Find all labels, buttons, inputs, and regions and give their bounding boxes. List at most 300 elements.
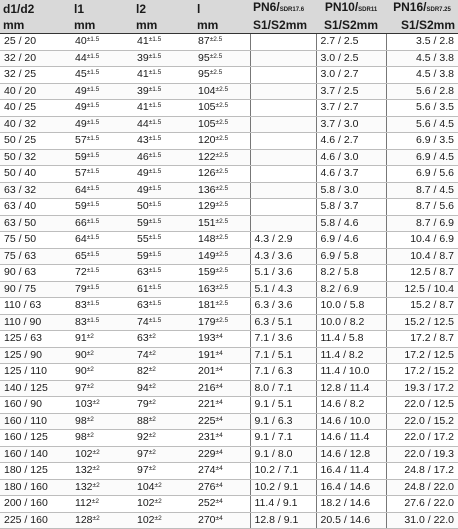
cell-l2 bbox=[133, 397, 194, 414]
cell-pn10-value: 16.4 / 14.6 bbox=[320, 480, 371, 493]
cell-l bbox=[194, 67, 250, 84]
cell-pn16-value: 8.7 / 5.6 bbox=[416, 200, 454, 212]
cell-l1 bbox=[71, 149, 133, 166]
cell-d1-d2 bbox=[0, 314, 71, 331]
cell-l2-tolerance: ±1.5 bbox=[148, 151, 162, 159]
cell-d1-d2-value: 180 / 125 bbox=[4, 464, 48, 476]
cell-pn6 bbox=[250, 512, 316, 529]
cell-d1-d2-value: 63 / 50 bbox=[4, 216, 37, 229]
cell-pn16 bbox=[386, 116, 458, 133]
cell-l1-value: 64 bbox=[75, 183, 87, 196]
cell-l2-value: 63 bbox=[137, 266, 149, 278]
table-row bbox=[0, 199, 458, 216]
cell-l-tolerance: ±4 bbox=[215, 366, 223, 373]
cell-pn16-value: 12.5 / 10.4 bbox=[404, 282, 454, 295]
cell-l2-value: 74 bbox=[137, 348, 149, 361]
cell-d1-d2-value: 160 / 140 bbox=[4, 447, 48, 460]
cell-l2-tolerance: ±2 bbox=[154, 481, 162, 489]
cell-l-value: 105 bbox=[198, 117, 216, 130]
cell-l-value: 191 bbox=[198, 348, 216, 361]
cell-l-value: 270 bbox=[198, 513, 216, 526]
cell-pn10 bbox=[316, 364, 386, 381]
cell-d1-d2 bbox=[0, 413, 71, 430]
cell-l1-tolerance: ±1.5 bbox=[86, 234, 100, 241]
cell-l2 bbox=[133, 281, 194, 298]
header-pn10 bbox=[316, 0, 386, 18]
cell-l1-value: 103 bbox=[75, 398, 93, 410]
cell-pn6-value: 7.1 / 6.3 bbox=[254, 365, 293, 377]
cell-l1 bbox=[71, 298, 133, 315]
cell-d1-d2-value: 40 / 20 bbox=[4, 84, 37, 97]
cell-l-tolerance: ±2.5 bbox=[215, 283, 229, 291]
table-row bbox=[0, 413, 458, 430]
cell-l-value: 276 bbox=[198, 480, 216, 493]
cell-l2 bbox=[133, 331, 194, 348]
table-row bbox=[0, 397, 458, 414]
cell-pn10 bbox=[316, 430, 386, 447]
cell-l-tolerance: ±4 bbox=[215, 349, 223, 357]
unit-d: mm bbox=[0, 18, 71, 34]
cell-l2-value: 104 bbox=[137, 480, 155, 493]
cell-l2 bbox=[133, 265, 194, 282]
table-row bbox=[0, 314, 458, 331]
cell-l bbox=[194, 182, 250, 199]
cell-pn10 bbox=[316, 331, 386, 348]
cell-l2-tolerance: ±2 bbox=[154, 514, 162, 522]
cell-pn6 bbox=[250, 166, 316, 183]
cell-l1-value: 49 bbox=[75, 117, 87, 130]
cell-l2 bbox=[133, 232, 194, 249]
table-row bbox=[0, 248, 458, 265]
cell-l-value: 181 bbox=[198, 299, 216, 311]
cell-d1-d2 bbox=[0, 83, 71, 100]
cell-pn16 bbox=[386, 166, 458, 183]
unit-l: mm bbox=[194, 18, 250, 34]
cell-l-value: 87 bbox=[198, 35, 210, 47]
cell-pn10-value: 8.2 / 5.8 bbox=[320, 266, 359, 278]
cell-l1 bbox=[71, 83, 133, 100]
header-pn6-sdr: SDR17.6 bbox=[279, 7, 305, 13]
cell-l1-tolerance: ±2 bbox=[92, 465, 100, 472]
cell-l1-value: 83 bbox=[75, 315, 87, 328]
cell-l2-value: 55 bbox=[137, 233, 149, 245]
cell-d1-d2 bbox=[0, 50, 71, 67]
cell-l2-value: 102 bbox=[137, 513, 155, 526]
cell-pn6 bbox=[250, 133, 316, 150]
cell-pn6 bbox=[250, 397, 316, 414]
cell-l1-tolerance: ±1.5 bbox=[86, 168, 100, 175]
cell-pn10 bbox=[316, 298, 386, 315]
cell-d1-d2 bbox=[0, 265, 71, 282]
cell-pn6 bbox=[250, 265, 316, 282]
cell-pn16-value: 10.4 / 6.9 bbox=[410, 233, 454, 245]
cell-pn16 bbox=[386, 100, 458, 117]
cell-l-value: 129 bbox=[198, 200, 216, 212]
table-row bbox=[0, 347, 458, 364]
cell-d1-d2 bbox=[0, 67, 71, 84]
cell-pn16-value: 19.3 / 17.2 bbox=[404, 381, 454, 394]
cell-l bbox=[194, 430, 250, 447]
cell-l2-tolerance: ±1.5 bbox=[148, 52, 162, 60]
cell-l2-tolerance: ±1.5 bbox=[148, 184, 162, 192]
cell-d1-d2-value: 180 / 160 bbox=[4, 480, 48, 493]
cell-l1-value: 128 bbox=[75, 513, 93, 526]
cell-pn6 bbox=[250, 182, 316, 199]
cell-l2 bbox=[133, 34, 194, 51]
cell-l-value: 225 bbox=[198, 414, 216, 427]
cell-pn16 bbox=[386, 133, 458, 150]
cell-l1 bbox=[71, 166, 133, 183]
cell-l-value: 201 bbox=[198, 365, 216, 377]
cell-l2 bbox=[133, 314, 194, 331]
cell-l bbox=[194, 512, 250, 529]
cell-l2-value: 49 bbox=[137, 183, 149, 196]
cell-d1-d2 bbox=[0, 182, 71, 199]
cell-pn16 bbox=[386, 34, 458, 51]
cell-l-tolerance: ±4 bbox=[215, 432, 223, 439]
header-pn16-sdr: SDR7.25 bbox=[426, 7, 451, 13]
cell-l2 bbox=[133, 364, 194, 381]
cell-l bbox=[194, 463, 250, 480]
cell-pn16-value: 5.6 / 3.5 bbox=[416, 101, 454, 113]
cell-l2 bbox=[133, 116, 194, 133]
cell-l-value: 95 bbox=[198, 51, 210, 64]
cell-l1-value: 64 bbox=[75, 233, 87, 245]
cell-l1 bbox=[71, 182, 133, 199]
cell-pn10-value: 16.4 / 11.4 bbox=[320, 464, 370, 476]
cell-l1-value: 40 bbox=[75, 35, 87, 47]
cell-pn10 bbox=[316, 496, 386, 513]
cell-pn16 bbox=[386, 83, 458, 100]
cell-pn16 bbox=[386, 215, 458, 232]
table-row bbox=[0, 430, 458, 447]
cell-l1 bbox=[71, 331, 133, 348]
header-pn6 bbox=[250, 0, 316, 18]
cell-pn16 bbox=[386, 50, 458, 67]
cell-l2-value: 44 bbox=[137, 117, 149, 130]
cell-pn16-value: 15.2 / 12.5 bbox=[404, 315, 454, 328]
cell-pn6-value: 12.8 / 9.1 bbox=[254, 513, 299, 526]
cell-l2-value: 39 bbox=[137, 51, 149, 64]
cell-pn6-value: 10.2 / 9.1 bbox=[254, 480, 299, 493]
cell-pn6-value: 9.1 / 6.3 bbox=[254, 414, 293, 427]
cell-d1-d2 bbox=[0, 364, 71, 381]
cell-l1-tolerance: ±2 bbox=[86, 382, 94, 390]
cell-l-tolerance: ±2.5 bbox=[215, 201, 229, 208]
cell-pn16-value: 24.8 / 22.0 bbox=[404, 480, 454, 493]
cell-l-tolerance: ±2.5 bbox=[215, 316, 229, 324]
cell-l-tolerance: ±2.5 bbox=[215, 102, 229, 109]
cell-l-value: 252 bbox=[198, 497, 216, 509]
cell-l-tolerance: ±4 bbox=[215, 514, 223, 522]
cell-l-value: 159 bbox=[198, 266, 216, 278]
cell-d1-d2-value: 75 / 50 bbox=[4, 233, 37, 245]
cell-d1-d2-value: 160 / 90 bbox=[4, 398, 42, 410]
cell-pn10 bbox=[316, 199, 386, 216]
cell-l1-tolerance: ±1.5 bbox=[86, 85, 100, 93]
cell-pn6 bbox=[250, 83, 316, 100]
cell-pn16-value: 17.2 / 15.2 bbox=[404, 365, 454, 377]
cell-pn10 bbox=[316, 83, 386, 100]
cell-l2-value: 59 bbox=[137, 216, 149, 229]
cell-l2-tolerance: ±2 bbox=[148, 415, 156, 423]
cell-d1-d2 bbox=[0, 512, 71, 529]
cell-l2-value: 49 bbox=[137, 167, 149, 179]
cell-l-tolerance: ±4 bbox=[215, 498, 223, 505]
cell-pn10-value: 14.6 / 8.2 bbox=[320, 398, 365, 410]
cell-pn16 bbox=[386, 182, 458, 199]
cell-l2 bbox=[133, 50, 194, 67]
cell-l bbox=[194, 413, 250, 430]
cell-l1 bbox=[71, 430, 133, 447]
cell-pn10-value: 5.8 / 3.7 bbox=[320, 200, 359, 212]
cell-l1 bbox=[71, 281, 133, 298]
cell-pn6 bbox=[250, 149, 316, 166]
cell-l1-tolerance: ±1.5 bbox=[86, 135, 100, 142]
cell-pn6-value: 5.1 / 3.6 bbox=[254, 266, 293, 278]
cell-l1-value: 112 bbox=[75, 497, 92, 509]
cell-l-tolerance: ±4 bbox=[215, 448, 223, 456]
cell-l1-tolerance: ±1.5 bbox=[86, 184, 100, 192]
cell-pn6 bbox=[250, 479, 316, 496]
cell-d1-d2-value: 90 / 75 bbox=[4, 282, 37, 295]
table-row bbox=[0, 100, 458, 117]
cell-d1-d2-value: 25 / 20 bbox=[4, 35, 37, 47]
cell-l1 bbox=[71, 50, 133, 67]
cell-l bbox=[194, 347, 250, 364]
cell-l2-value: 74 bbox=[137, 315, 149, 328]
cell-l1 bbox=[71, 413, 133, 430]
cell-pn16 bbox=[386, 149, 458, 166]
cell-l-tolerance: ±4 bbox=[215, 382, 223, 390]
cell-pn10-value: 10.0 / 5.8 bbox=[320, 299, 365, 311]
cell-l1 bbox=[71, 248, 133, 265]
cell-l1-value: 83 bbox=[75, 299, 87, 311]
cell-pn6 bbox=[250, 298, 316, 315]
cell-l-tolerance: ±2.5 bbox=[215, 300, 229, 307]
cell-l2-value: 102 bbox=[137, 497, 155, 509]
cell-l2-value: 50 bbox=[137, 200, 149, 212]
cell-pn6-value: 8.0 / 7.1 bbox=[254, 381, 293, 394]
cell-d1-d2-value: 40 / 25 bbox=[4, 101, 37, 113]
cell-l2-value: 94 bbox=[137, 381, 149, 394]
cell-pn16-value: 22.0 / 17.2 bbox=[404, 431, 454, 443]
cell-l2-tolerance: ±1.5 bbox=[148, 85, 162, 93]
cell-l1-tolerance: ±1.5 bbox=[86, 151, 100, 159]
table-row bbox=[0, 331, 458, 348]
cell-d1-d2 bbox=[0, 34, 71, 51]
cell-l2-tolerance: ±1.5 bbox=[148, 300, 162, 307]
table-row bbox=[0, 182, 458, 199]
cell-pn10-value: 5.8 / 3.0 bbox=[320, 183, 359, 196]
cell-d1-d2-value: 63 / 40 bbox=[4, 200, 37, 212]
cell-d1-d2-value: 50 / 32 bbox=[4, 150, 37, 163]
cell-l1 bbox=[71, 67, 133, 84]
cell-l bbox=[194, 496, 250, 513]
cell-l bbox=[194, 116, 250, 133]
cell-pn16-value: 6.9 / 5.6 bbox=[416, 167, 454, 179]
cell-pn16-value: 4.5 / 3.8 bbox=[416, 51, 454, 64]
cell-l1-value: 57 bbox=[75, 134, 87, 146]
cell-l-tolerance: ±2.5 bbox=[215, 168, 229, 175]
cell-pn10-value: 4.6 / 3.0 bbox=[320, 150, 359, 163]
cell-pn16-value: 5.6 / 2.8 bbox=[416, 84, 454, 97]
cell-pn10 bbox=[316, 397, 386, 414]
cell-d1-d2-value: 50 / 25 bbox=[4, 134, 37, 146]
cell-pn16-value: 6.9 / 4.5 bbox=[416, 150, 454, 163]
cell-l2-value: 46 bbox=[137, 150, 149, 163]
cell-l bbox=[194, 364, 250, 381]
cell-pn6 bbox=[250, 380, 316, 397]
table-header bbox=[0, 0, 458, 34]
cell-l-value: 221 bbox=[198, 398, 216, 410]
cell-l2-value: 41 bbox=[137, 101, 149, 113]
cell-l2-tolerance: ±2 bbox=[148, 399, 156, 406]
cell-pn16-value: 8.7 / 4.5 bbox=[416, 183, 454, 196]
cell-d1-d2-value: 140 / 125 bbox=[4, 381, 48, 394]
cell-pn10-value: 20.5 / 14.6 bbox=[320, 513, 371, 526]
cell-l2 bbox=[133, 67, 194, 84]
cell-pn16 bbox=[386, 67, 458, 84]
cell-l2-tolerance: ±1.5 bbox=[148, 234, 162, 241]
cell-pn10 bbox=[316, 34, 386, 51]
cell-l1-value: 57 bbox=[75, 167, 87, 179]
cell-l bbox=[194, 149, 250, 166]
table-row bbox=[0, 265, 458, 282]
cell-l1-value: 49 bbox=[75, 84, 87, 97]
cell-l1-tolerance: ±1.5 bbox=[86, 118, 100, 126]
cell-l-tolerance: ±2.5 bbox=[215, 118, 229, 126]
cell-l1-value: 90 bbox=[75, 348, 87, 361]
cell-d1-d2 bbox=[0, 133, 71, 150]
cell-pn6-value: 9.1 / 5.1 bbox=[254, 398, 293, 410]
table-row bbox=[0, 479, 458, 496]
cell-pn10-value: 4.6 / 2.7 bbox=[320, 134, 359, 146]
cell-l2-tolerance: ±1.5 bbox=[148, 250, 162, 258]
cell-d1-d2 bbox=[0, 496, 71, 513]
table-row bbox=[0, 34, 458, 51]
cell-d1-d2-value: 50 / 40 bbox=[4, 167, 37, 179]
cell-pn10 bbox=[316, 133, 386, 150]
cell-l-value: 95 bbox=[198, 68, 210, 80]
cell-pn10-value: 12.8 / 11.4 bbox=[320, 381, 370, 394]
cell-l1-tolerance: ±1.5 bbox=[86, 267, 100, 274]
cell-l-tolerance: ±2.5 bbox=[215, 85, 229, 93]
cell-l1-value: 98 bbox=[75, 414, 87, 427]
cell-pn16-value: 12.5 / 8.7 bbox=[410, 266, 454, 278]
cell-l bbox=[194, 166, 250, 183]
cell-pn16-value: 6.9 / 3.5 bbox=[416, 134, 454, 146]
header-pn16 bbox=[386, 0, 458, 18]
cell-pn16-value: 15.2 / 8.7 bbox=[410, 299, 454, 311]
cell-pn10 bbox=[316, 380, 386, 397]
cell-pn10 bbox=[316, 166, 386, 183]
header-l2: l2 bbox=[133, 0, 194, 18]
cell-l1-value: 66 bbox=[75, 216, 87, 229]
cell-l2-tolerance: ±2 bbox=[148, 333, 156, 340]
cell-pn16-value: 31.0 / 22.0 bbox=[404, 513, 454, 526]
cell-pn10-value: 3.7 / 2.7 bbox=[320, 101, 359, 113]
cell-l2-tolerance: ±1.5 bbox=[148, 69, 162, 76]
cell-pn10-value: 10.0 / 8.2 bbox=[320, 315, 365, 328]
cell-d1-d2-value: 63 / 32 bbox=[4, 183, 37, 196]
cell-pn6 bbox=[250, 281, 316, 298]
unit-l2: mm bbox=[133, 18, 194, 34]
cell-pn6 bbox=[250, 50, 316, 67]
unit-pn6: S1/S2mm bbox=[250, 18, 316, 34]
cell-l2 bbox=[133, 347, 194, 364]
cell-pn6 bbox=[250, 496, 316, 513]
cell-pn16 bbox=[386, 463, 458, 480]
cell-l2-tolerance: ±1.5 bbox=[148, 168, 162, 175]
cell-l1 bbox=[71, 116, 133, 133]
cell-pn10-value: 5.8 / 4.6 bbox=[320, 216, 359, 229]
cell-l2-value: 41 bbox=[137, 35, 149, 47]
cell-d1-d2 bbox=[0, 347, 71, 364]
cell-l-value: 126 bbox=[198, 167, 216, 179]
cell-pn10-value: 14.6 / 12.8 bbox=[320, 447, 371, 460]
cell-pn16 bbox=[386, 199, 458, 216]
cell-pn10-value: 14.6 / 10.0 bbox=[320, 414, 371, 427]
cell-l1-value: 59 bbox=[75, 150, 87, 163]
cell-d1-d2 bbox=[0, 479, 71, 496]
cell-d1-d2-value: 110 / 90 bbox=[4, 315, 42, 328]
cell-l1 bbox=[71, 446, 133, 463]
cell-l2-value: 61 bbox=[137, 282, 149, 295]
cell-pn10 bbox=[316, 463, 386, 480]
cell-d1-d2 bbox=[0, 430, 71, 447]
cell-l2 bbox=[133, 199, 194, 216]
cell-l2 bbox=[133, 298, 194, 315]
cell-l1-value: 132 bbox=[75, 464, 93, 476]
cell-pn10 bbox=[316, 413, 386, 430]
table-row bbox=[0, 83, 458, 100]
unit-pn16: S1/S2mm bbox=[386, 18, 458, 34]
cell-l2-value: 79 bbox=[137, 398, 149, 410]
cell-l2-tolerance: ±2 bbox=[148, 448, 156, 456]
cell-l2-value: 63 bbox=[137, 332, 149, 344]
cell-pn10 bbox=[316, 314, 386, 331]
cell-l1-tolerance: ±2 bbox=[91, 498, 99, 505]
cell-l2-tolerance: ±1.5 bbox=[148, 102, 162, 109]
cell-pn6-value: 9.1 / 8.0 bbox=[254, 447, 293, 460]
cell-l2 bbox=[133, 380, 194, 397]
cell-l-tolerance: ±4 bbox=[215, 415, 223, 423]
cell-l bbox=[194, 479, 250, 496]
cell-pn16-value: 4.5 / 3.8 bbox=[416, 68, 454, 80]
cell-pn6-value: 4.3 / 2.9 bbox=[254, 233, 293, 245]
cell-l1-value: 91 bbox=[75, 332, 87, 344]
cell-d1-d2 bbox=[0, 248, 71, 265]
cell-pn10-value: 6.9 / 5.8 bbox=[320, 249, 359, 262]
cell-pn16 bbox=[386, 512, 458, 529]
cell-pn10 bbox=[316, 265, 386, 282]
cell-l bbox=[194, 265, 250, 282]
cell-l2-tolerance: ±2 bbox=[154, 498, 162, 505]
cell-l1-value: 49 bbox=[75, 101, 87, 113]
cell-l bbox=[194, 83, 250, 100]
cell-l1-tolerance: ±1.5 bbox=[86, 316, 100, 324]
cell-pn6 bbox=[250, 232, 316, 249]
cell-pn6-value: 4.3 / 3.6 bbox=[254, 249, 293, 262]
cell-d1-d2-value: 125 / 110 bbox=[4, 365, 48, 377]
cell-d1-d2 bbox=[0, 397, 71, 414]
header-row-2 bbox=[0, 18, 458, 34]
cell-pn16 bbox=[386, 430, 458, 447]
cell-l2-tolerance: ±1.5 bbox=[148, 135, 162, 142]
cell-pn16 bbox=[386, 298, 458, 315]
table-row bbox=[0, 116, 458, 133]
